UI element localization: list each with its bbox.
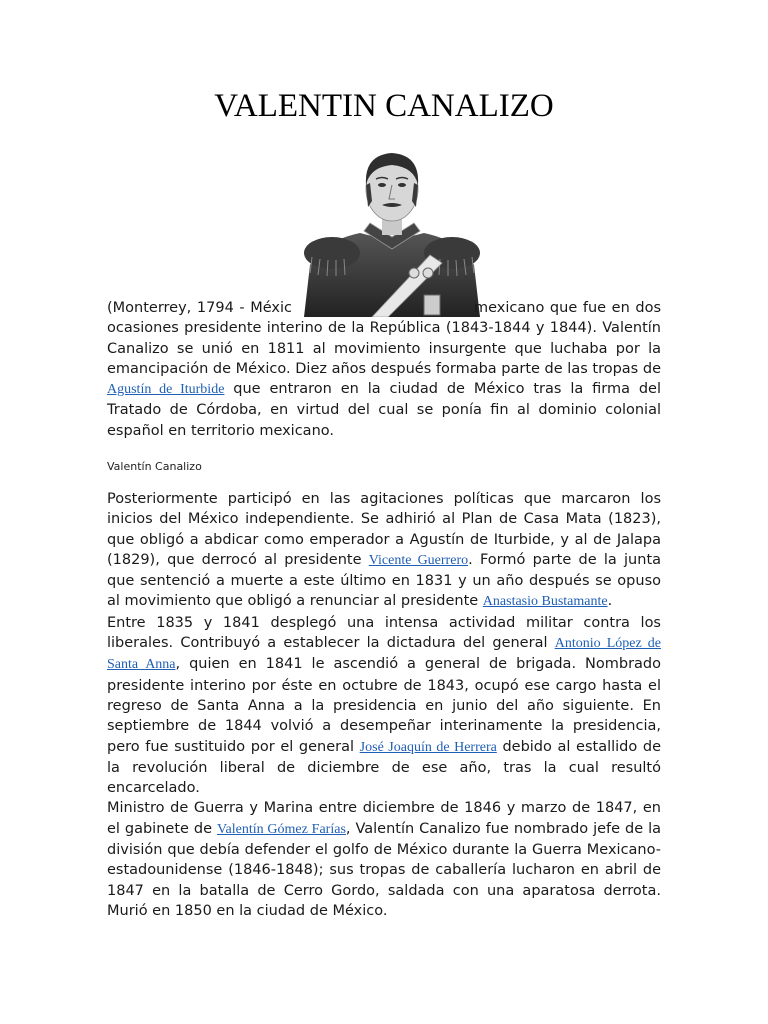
intro-text-end: que entraron en la ciudad de México tras la firma del Tratado de Córdoba, en virtud del cual se ponía fin al dominio colonial español en territorio mexicano.	[107, 381, 661, 439]
body-text-3: .	[607, 593, 613, 610]
body-text-2: . Formó parte de la junta que sentenció a muerte a este último en 1831 y un año después se opuso al movimiento que obligó a renunciar al presidente	[107, 551, 662, 610]
link-agustin-de-iturbide[interactable]: Agustín de Iturbide	[107, 382, 225, 398]
link-jose-joaquin-de-herrera[interactable]: José Joaquín de Herrera	[359, 739, 497, 755]
body-text-7: Ministro de Guerra y Marina entre diciembre de 1846 y marzo de 1847, en el gabinete de	[107, 800, 661, 837]
link-vicente-guerrero[interactable]: Vicente Guerrero	[368, 552, 469, 568]
link-anastasio-bustamante[interactable]: Anastasio Bustamante	[482, 594, 608, 610]
body-paragraph-3	[107, 798, 661, 921]
body-text-1: Posteriormente participó en las agitaciones políticas que marcaron los inicios del México independiente. Se adhirió al Plan de Casa Mata (1823), que obligó a abdicar como emperador a Agustín de Iturbide, y al de Jalapa (1829), que derrocó al presidente	[107, 491, 661, 568]
image-caption: Valentín Canalizo	[107, 460, 202, 473]
body-paragraph-1	[107, 489, 661, 613]
biography-body	[107, 489, 661, 921]
page-title: VALENTIN CANALIZO	[214, 88, 554, 124]
body-text-5: , quien en 1841 le ascendió a general de brigada. Nombrado presidente interino por éste en octubre de 1843, ocupó ese cargo hasta el regreso de Santa Anna a la presidencia en junio del año siguiente. En septiembre de 1844 volvió a desempeñar interinamente la presidencia, pero fue sustituido por el general	[107, 656, 661, 755]
body-text-6: debido al estallido de la revolución liberal de diciembre de ese año, tras la cual resultó encarcelado.	[107, 738, 661, 797]
portrait-image	[302, 145, 482, 317]
body-paragraph-2	[107, 613, 661, 799]
link-antonio-lopez-de-santa-anna[interactable]: Antonio López de Santa Anna	[107, 636, 661, 673]
body-text-4: Entre 1835 y 1841 desplegó una intensa actividad militar contra los liberales. Contribuyó a establecer la dictadura del general	[107, 614, 661, 652]
intro-text-start: (Monterrey, 1794 - Méxic	[107, 300, 292, 316]
intro-text-continued: mexicano que fue en dos ocasiones presidente interino de la República (1843-1844 y 1844). Valentín Canalizo se unió en 1811 al movimiento insurgente que luchaba por la emancipación de México. Diez años después formaba parte de las tropas de	[107, 300, 662, 377]
body-text-8: , Valentín Canalizo fue nombrado jefe de la división que debía defender el golfo de México durante la Guerra Mexicano-estadounidense (1846-1848); sus tropas de caballería lucharon en abril de 1847 en la batalla de Cerro Gordo, saldada con una aparatosa derrota. Murió en 1850 en la ciudad de México.	[107, 820, 661, 919]
link-valentin-gomez-farias[interactable]: Valentín Gómez Farías	[216, 821, 346, 837]
intro-paragraph	[107, 298, 661, 441]
